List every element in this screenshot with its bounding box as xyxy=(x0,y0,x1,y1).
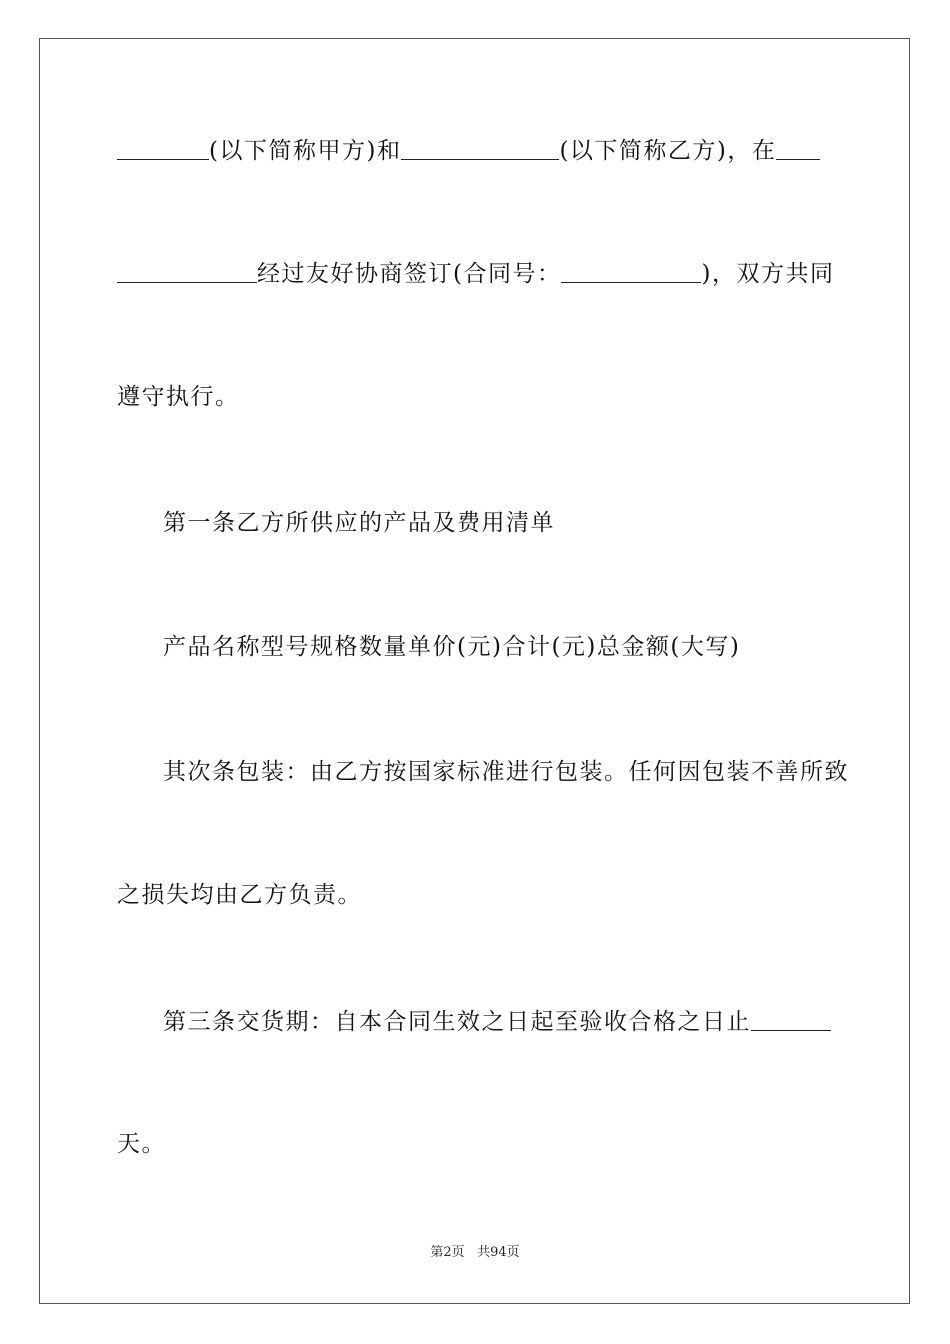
article-2-line-2: 之损失均由乙方负责。 xyxy=(117,882,362,908)
text-both-parties: )，双方共同 xyxy=(701,261,835,287)
blank-location[interactable] xyxy=(776,137,820,160)
page-number: 第2页 xyxy=(430,1245,465,1260)
article-3-line-2: 天。 xyxy=(117,1131,166,1157)
blank-contract-number[interactable] xyxy=(561,260,701,283)
paragraph-line-2 xyxy=(117,259,837,289)
page-border xyxy=(39,38,910,1304)
text-party-b: (以下简称乙方)，在 xyxy=(559,138,777,164)
product-table-header: 产品名称型号规格数量单价(元)合计(元)总金额(大写) xyxy=(163,634,741,660)
text-delivery-period: 第三条交货期：自本合同生效之日起至验收合格之日止 xyxy=(163,1009,751,1035)
blank-location-cont[interactable] xyxy=(117,260,257,283)
text-party-a: (以下简称甲方)和 xyxy=(209,138,402,164)
text-contract-signed: 经过友好协商签订(合同号： xyxy=(257,261,562,287)
paragraph-line-3: 遵守执行。 xyxy=(117,384,240,410)
paragraph-line-1 xyxy=(117,136,837,166)
article-2-line-1: 其次条包装：由乙方按国家标准进行包装。任何因包装不善所致 xyxy=(163,759,849,785)
article-1-heading: 第一条乙方所供应的产品及费用清单 xyxy=(163,510,555,536)
blank-party-a[interactable] xyxy=(117,137,209,160)
page-footer xyxy=(0,1244,950,1262)
blank-delivery-days[interactable] xyxy=(751,1008,831,1031)
article-3-line-1 xyxy=(163,1007,883,1037)
page-total: 共94页 xyxy=(477,1245,520,1260)
blank-party-b[interactable] xyxy=(401,137,559,160)
